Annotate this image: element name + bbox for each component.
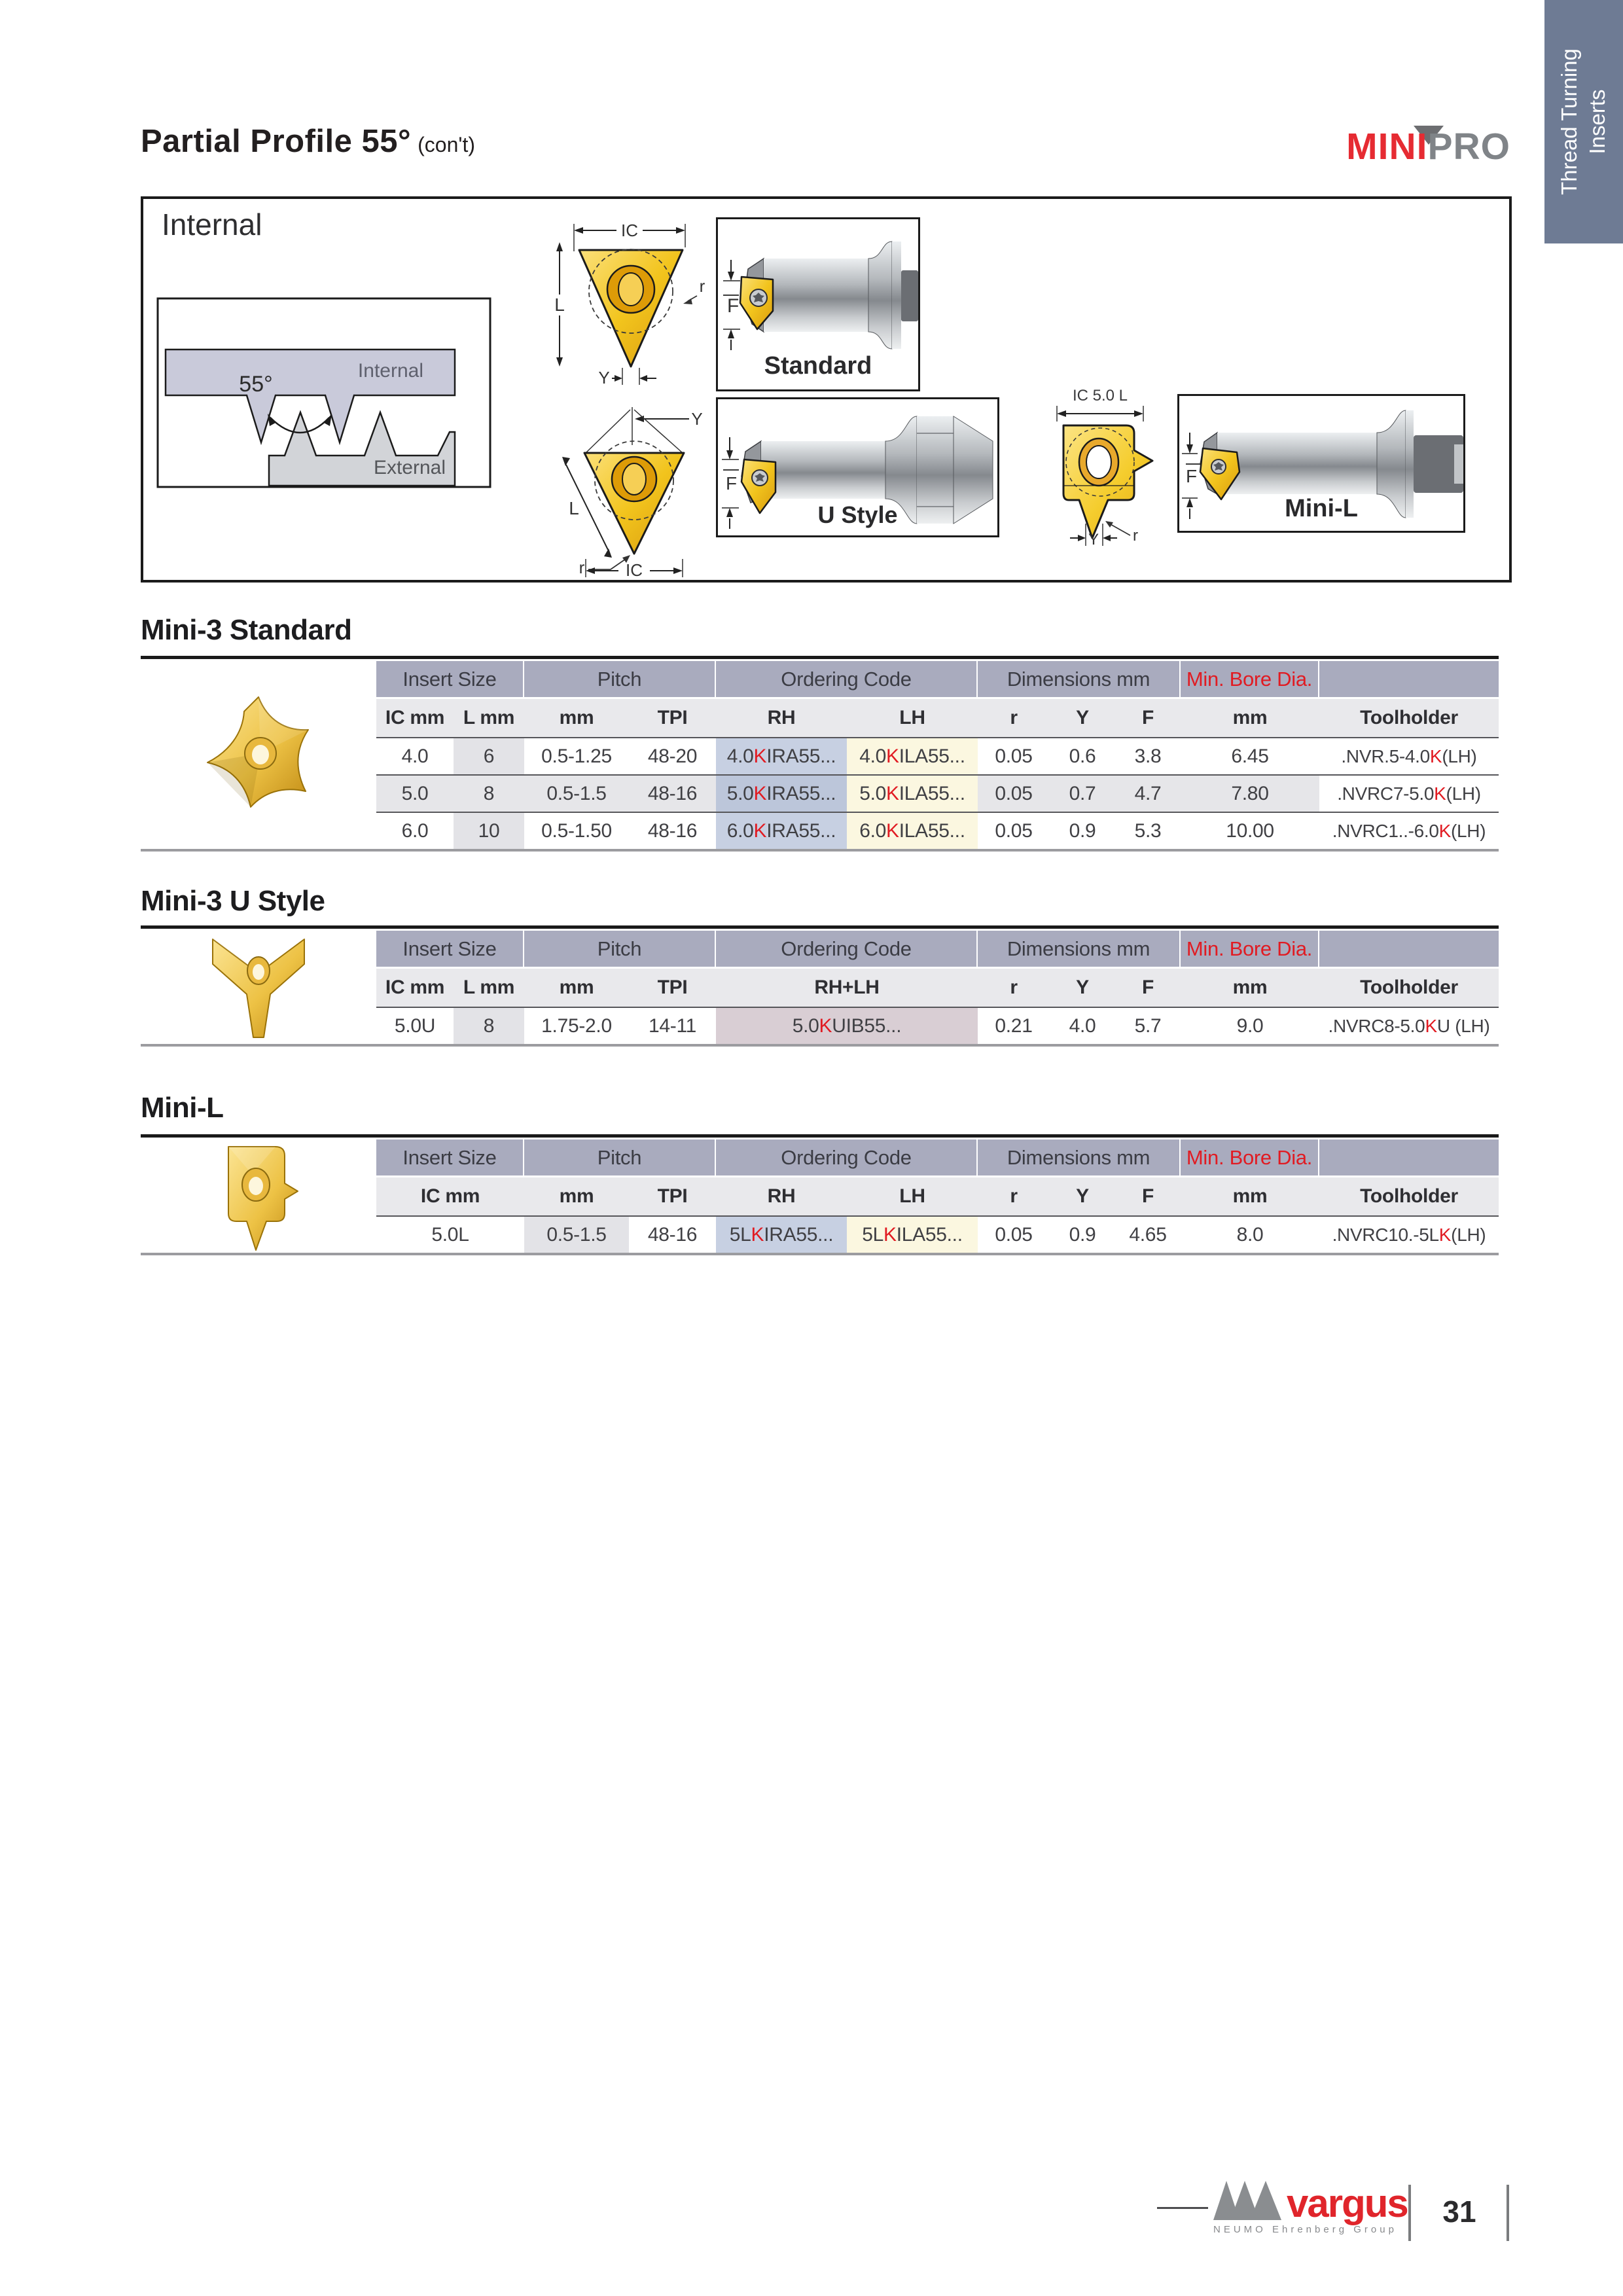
internal-box-label: Internal	[162, 207, 262, 242]
dim-y-label: Y	[1088, 531, 1099, 548]
col-header-ic-mm: IC mm	[376, 969, 454, 1007]
cell-l: 8	[454, 774, 524, 812]
cell-y: 0.9	[1050, 1215, 1115, 1253]
cell-toolholder: .NVRC8-5.0 K U (LH)	[1319, 1007, 1499, 1044]
col-header-bore-mm: mm	[1181, 699, 1319, 737]
cell-pitch-mm: 0.5-1.50	[524, 812, 629, 849]
cell-pitch-mm: 0.5-1.25	[524, 737, 629, 774]
cell-tpi: 14-11	[629, 1007, 716, 1044]
cell-rh-code: 6.0 K IRA55...	[716, 812, 847, 849]
cell-l: 6	[454, 737, 524, 774]
mini3-ustyle-table	[141, 931, 1499, 1047]
col-header-rh-lh: RH+LH	[716, 969, 978, 1007]
cell-ic: 5.0	[376, 774, 454, 812]
cell-lh-code: 6.0 K ILA55...	[847, 812, 978, 849]
cell-r: 0.05	[978, 774, 1050, 812]
cell-toolholder: .NVRC1..-6.0 K (LH)	[1319, 812, 1499, 849]
cell-toolholder: .NVR.5-4.0 K (LH)	[1319, 737, 1499, 774]
cell-y: 4.0	[1050, 1007, 1115, 1044]
footer-divider-line	[1157, 2207, 1208, 2209]
side-tab-label: Thread Turning Inserts	[1557, 48, 1609, 195]
cell-rh-code: 5.0 K IRA55...	[716, 774, 847, 812]
v-insert-icon	[206, 933, 311, 1043]
standard-tool-figure	[716, 217, 920, 391]
cell-y: 0.6	[1050, 737, 1115, 774]
dim-r-label: r	[579, 558, 585, 577]
dim-f-label: F	[726, 473, 738, 493]
minipro-logo-mini: MINI	[1346, 126, 1428, 168]
ustyle-tool-label: U Style	[817, 501, 898, 528]
dim-l-label: L	[569, 498, 579, 518]
page-title-suffix: (con't)	[418, 133, 476, 156]
trigon-insert-icon	[200, 693, 317, 817]
mini-l-table	[141, 1139, 1499, 1255]
minil-tool-figure	[1177, 394, 1465, 533]
col-header-pitch-mm: mm	[524, 699, 629, 737]
group-header-blank	[1319, 931, 1499, 969]
cell-f: 4.65	[1115, 1215, 1181, 1253]
cell-bore: 8.0	[1181, 1215, 1319, 1253]
col-header-r: r	[978, 699, 1050, 737]
col-header-r: r	[978, 969, 1050, 1007]
cell-toolholder: .NVRC7-5.0 K (LH)	[1319, 774, 1499, 812]
minipro-logo-pro: PRO	[1427, 126, 1510, 168]
dim-f-label: F	[727, 295, 740, 317]
col-header-f: F	[1115, 1177, 1181, 1215]
group-header-pitch: Pitch	[524, 661, 716, 699]
mini3-standard-table	[141, 661, 1499, 852]
ustyle-insert-diagram	[546, 402, 711, 580]
col-header-f: F	[1115, 699, 1181, 737]
group-header-dimensions: Dimensions mm	[978, 661, 1181, 699]
angle-55-label: 55°	[239, 372, 273, 397]
col-header-lh: LH	[847, 1177, 978, 1215]
external-label: External	[373, 457, 446, 478]
standard-tool-label: Standard	[764, 352, 872, 380]
minil-insert-photo	[141, 1139, 376, 1253]
footer-bar-left	[1408, 2185, 1411, 2241]
cell-ic: 5.0U	[376, 1007, 454, 1044]
vargus-sub-label: NEUMO Ehrenberg Group	[1213, 2224, 1397, 2235]
cell-r: 0.05	[978, 1215, 1050, 1253]
col-header-f: F	[1115, 969, 1181, 1007]
group-header-min-bore: Min. Bore Dia.	[1181, 1139, 1319, 1177]
group-header-dimensions: Dimensions mm	[978, 931, 1181, 969]
cell-tpi: 48-16	[629, 1215, 716, 1253]
group-header-ordering-code: Ordering Code	[716, 1139, 978, 1177]
cell-bore: 6.45	[1181, 737, 1319, 774]
thread-profile-diagram	[156, 297, 491, 488]
cell-r: 0.05	[978, 812, 1050, 849]
minipro-logo	[1346, 128, 1510, 166]
cell-bore: 9.0	[1181, 1007, 1319, 1044]
group-header-insert-size: Insert Size	[376, 1139, 524, 1177]
group-header-blank	[1319, 1139, 1499, 1177]
standard-insert-diagram	[549, 216, 710, 385]
group-header-pitch: Pitch	[524, 1139, 716, 1177]
ustyle-tool-figure	[716, 397, 999, 537]
cell-lh-code: 5L K ILA55...	[847, 1215, 978, 1253]
ustyle-insert-photo	[141, 931, 376, 1044]
col-header-y: Y	[1050, 1177, 1115, 1215]
group-header-min-bore: Min. Bore Dia.	[1181, 931, 1319, 969]
internal-label: Internal	[357, 360, 423, 382]
minil-insert-diagram	[1048, 389, 1171, 550]
group-header-ordering-code: Ordering Code	[716, 661, 978, 699]
cell-lh-code: 4.0 K ILA55...	[847, 737, 978, 774]
col-header-l-mm: L mm	[454, 699, 524, 737]
group-header-pitch: Pitch	[524, 931, 716, 969]
cell-toolholder: .NVRC10.-5L K (LH)	[1319, 1215, 1499, 1253]
cell-r: 0.05	[978, 737, 1050, 774]
cell-l: 10	[454, 812, 524, 849]
section-rule	[141, 656, 1499, 659]
section-title-mini3-ustyle: Mini-3 U Style	[141, 885, 325, 917]
section-title-mini-l: Mini-L	[141, 1092, 224, 1124]
col-header-y: Y	[1050, 969, 1115, 1007]
cell-l: 8	[454, 1007, 524, 1044]
cell-bore: 10.00	[1181, 812, 1319, 849]
col-header-pitch-mm: mm	[524, 969, 629, 1007]
cell-f: 3.8	[1115, 737, 1181, 774]
col-header-rh: RH	[716, 699, 847, 737]
dim-r-label: r	[699, 276, 705, 296]
col-header-tpi: TPI	[629, 969, 716, 1007]
cell-y: 0.7	[1050, 774, 1115, 812]
dim-y-label: Y	[691, 409, 703, 429]
col-header-rh: RH	[716, 1177, 847, 1215]
section-title-mini3-standard: Mini-3 Standard	[141, 614, 352, 646]
vargus-logo	[1213, 2177, 1410, 2235]
col-header-bore-mm: mm	[1181, 969, 1319, 1007]
cell-ic: 6.0	[376, 812, 454, 849]
group-header-insert-size: Insert Size	[376, 661, 524, 699]
cell-tpi: 48-20	[629, 737, 716, 774]
col-header-bore-mm: mm	[1181, 1177, 1319, 1215]
col-header-toolholder: Toolholder	[1319, 969, 1499, 1007]
col-header-r: r	[978, 1177, 1050, 1215]
cell-pitch-mm: 0.5-1.5	[524, 1215, 629, 1253]
page-number: 31	[1442, 2195, 1476, 2229]
page-title	[141, 123, 475, 160]
dim-ic-label: IC	[626, 560, 643, 580]
cell-tpi: 48-16	[629, 812, 716, 849]
dim-ic50l-label: IC 5.0 L	[1072, 389, 1128, 404]
col-header-toolholder: Toolholder	[1319, 1177, 1499, 1215]
footer-bar-right	[1507, 2185, 1509, 2241]
cell-bore: 7.80	[1181, 774, 1319, 812]
minil-tool-label: Mini-L	[1285, 495, 1358, 522]
cell-rh-code: 4.0 K IRA55...	[716, 737, 847, 774]
cell-tpi: 48-16	[629, 774, 716, 812]
col-header-lh: LH	[847, 699, 978, 737]
col-header-tpi: TPI	[629, 1177, 716, 1215]
group-header-insert-size: Insert Size	[376, 931, 524, 969]
cell-ic: 5.0L	[376, 1215, 524, 1253]
section-rule	[141, 1134, 1499, 1138]
cell-f: 5.7	[1115, 1007, 1181, 1044]
standard-insert-photo	[141, 661, 376, 849]
dim-r-label: r	[1133, 527, 1138, 545]
group-header-min-bore: Min. Bore Dia.	[1181, 661, 1319, 699]
cell-ic: 4.0	[376, 737, 454, 774]
col-header-l-mm: L mm	[454, 969, 524, 1007]
dim-l-label: L	[554, 295, 565, 315]
cell-f: 4.7	[1115, 774, 1181, 812]
cell-lh-code: 5.0 K ILA55...	[847, 774, 978, 812]
col-header-pitch-mm: mm	[524, 1177, 629, 1215]
cell-r: 0.21	[978, 1007, 1050, 1044]
col-header-ic-mm: IC mm	[376, 1177, 524, 1215]
mini-l-insert-icon	[213, 1140, 304, 1253]
cell-pitch-mm: 0.5-1.5	[524, 774, 629, 812]
vargus-wordmark: vargus	[1287, 2181, 1408, 2225]
side-tab-thread-turning	[1544, 0, 1623, 243]
col-header-y: Y	[1050, 699, 1115, 737]
cell-f: 5.3	[1115, 812, 1181, 849]
group-header-dimensions: Dimensions mm	[978, 1139, 1181, 1177]
col-header-ic-mm: IC mm	[376, 699, 454, 737]
col-header-toolholder: Toolholder	[1319, 699, 1499, 737]
dim-f-label: F	[1186, 466, 1198, 486]
group-header-ordering-code: Ordering Code	[716, 931, 978, 969]
cell-rh-code: 5L K IRA55...	[716, 1215, 847, 1253]
cell-pitch-mm: 1.75-2.0	[524, 1007, 629, 1044]
dim-ic-label: IC	[621, 221, 638, 240]
group-header-blank	[1319, 661, 1499, 699]
cell-rhlh-code: 5.0 K UIB55...	[716, 1007, 978, 1044]
vargus-peaks-icon	[1213, 2177, 1287, 2221]
col-header-tpi: TPI	[629, 699, 716, 737]
page-title-text: Partial Profile 55°	[141, 124, 412, 159]
internal-diagram-box	[141, 196, 1512, 583]
dim-y-label: Y	[598, 368, 610, 385]
section-rule	[141, 925, 1499, 929]
cell-y: 0.9	[1050, 812, 1115, 849]
